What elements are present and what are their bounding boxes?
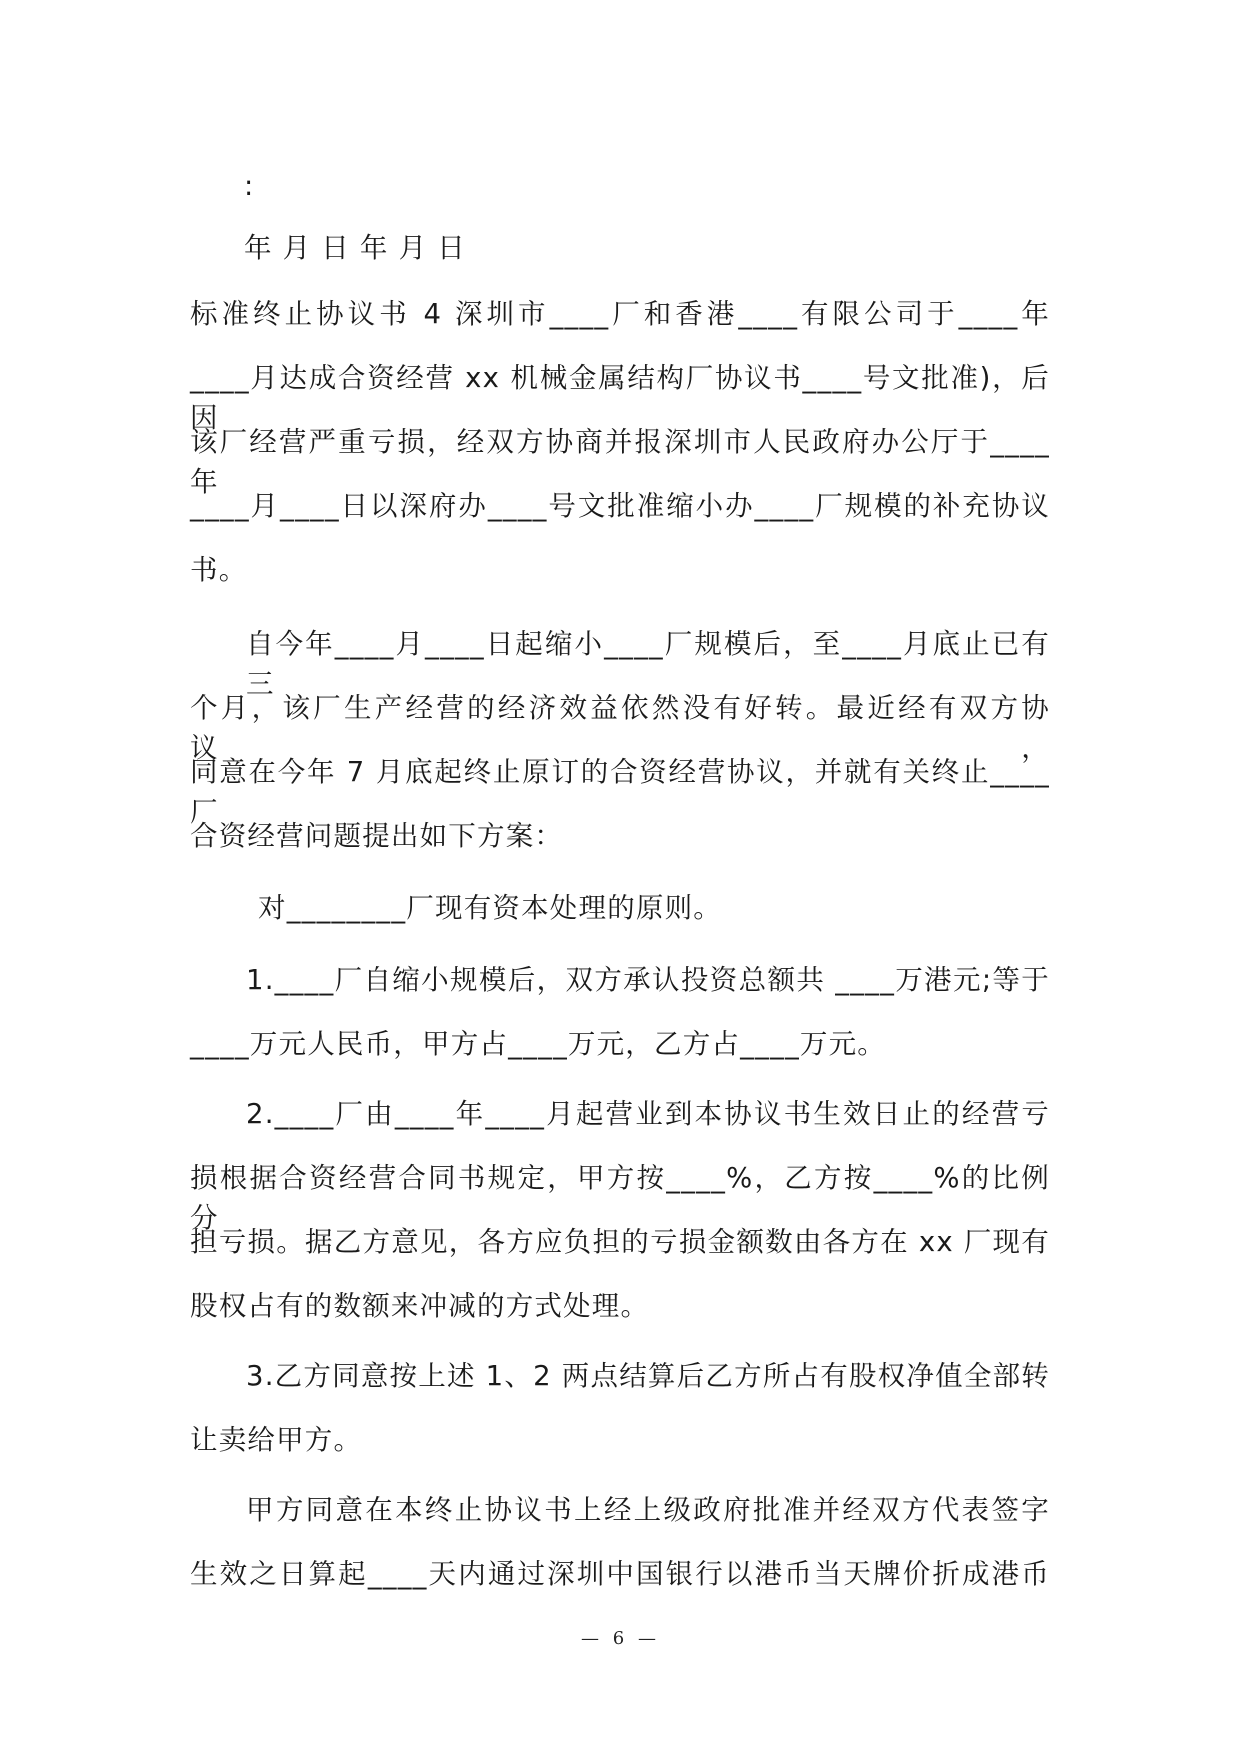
paragraph-line: 标准终止协议书 4 深圳市____厂和香港____有限公司于____年 <box>190 298 1050 330</box>
list-item-2-line: 损根据合资经营合同书规定，甲方按____%，乙方按____%的比例分 <box>190 1162 1050 1234</box>
paragraph-line: ____月达成合资经营 xx 机械金属结构厂协议书____号文批准)，后因 <box>190 362 1050 434</box>
paragraph-line: 甲方同意在本终止协议书上经上级政府批准并经双方代表签字 <box>246 1494 1050 1526</box>
paragraph-line: 生效之日算起____天内通过深圳中国银行以港币当天牌价折成港币 <box>190 1558 1050 1590</box>
paragraph-line: ____月____日以深府办____号文批准缩小办____厂规模的补充协议 <box>190 490 1050 522</box>
paragraph-line: 该厂经营严重亏损，经双方协商并报深圳市人民政府办公厅于____年 <box>190 426 1050 498</box>
list-item-3-line: 3.乙方同意按上述 1、2 两点结算后乙方所占有股权净值全部转 <box>246 1360 1050 1392</box>
paragraph-line: 合资经营问题提出如下方案： <box>190 820 564 852</box>
paragraph-line: 个月，该厂生产经营的经济效益依然没有好转。最近经有双方协议， <box>190 692 1050 764</box>
paragraph-line: 同意在今年 7 月底起终止原订的合资经营协议，并就有关终止____厂 <box>190 756 1050 828</box>
section-heading: 对________厂现有资本处理的原则。 <box>258 892 722 924</box>
paragraph-line: 书。 <box>190 554 248 586</box>
paragraph-line: 自今年____月____日起缩小____厂规模后，至____月底止已有三 <box>246 628 1050 700</box>
list-item-1-line: 1.____厂自缩小规模后，双方承认投资总额共 ____万港元;等于 <box>246 964 1050 996</box>
list-item-2-line: 担亏损。据乙方意见，各方应负担的亏损金额数由各方在 xx 厂现有 <box>190 1226 1050 1258</box>
list-item-3-line: 让卖给甲方。 <box>190 1424 363 1456</box>
list-item-2-line: 股权占有的数额来冲减的方式处理。 <box>190 1290 650 1322</box>
colon-line: : <box>244 170 255 202</box>
page-number: — 6 — <box>581 1628 660 1649</box>
date-line: 年 月 日 年 月 日 <box>244 232 466 264</box>
list-item-2-line: 2.____厂由____年____月起营业到本协议书生效日止的经营亏 <box>246 1098 1050 1130</box>
list-item-1-line: ____万元人民币，甲方占____万元，乙方占____万元。 <box>190 1028 886 1060</box>
